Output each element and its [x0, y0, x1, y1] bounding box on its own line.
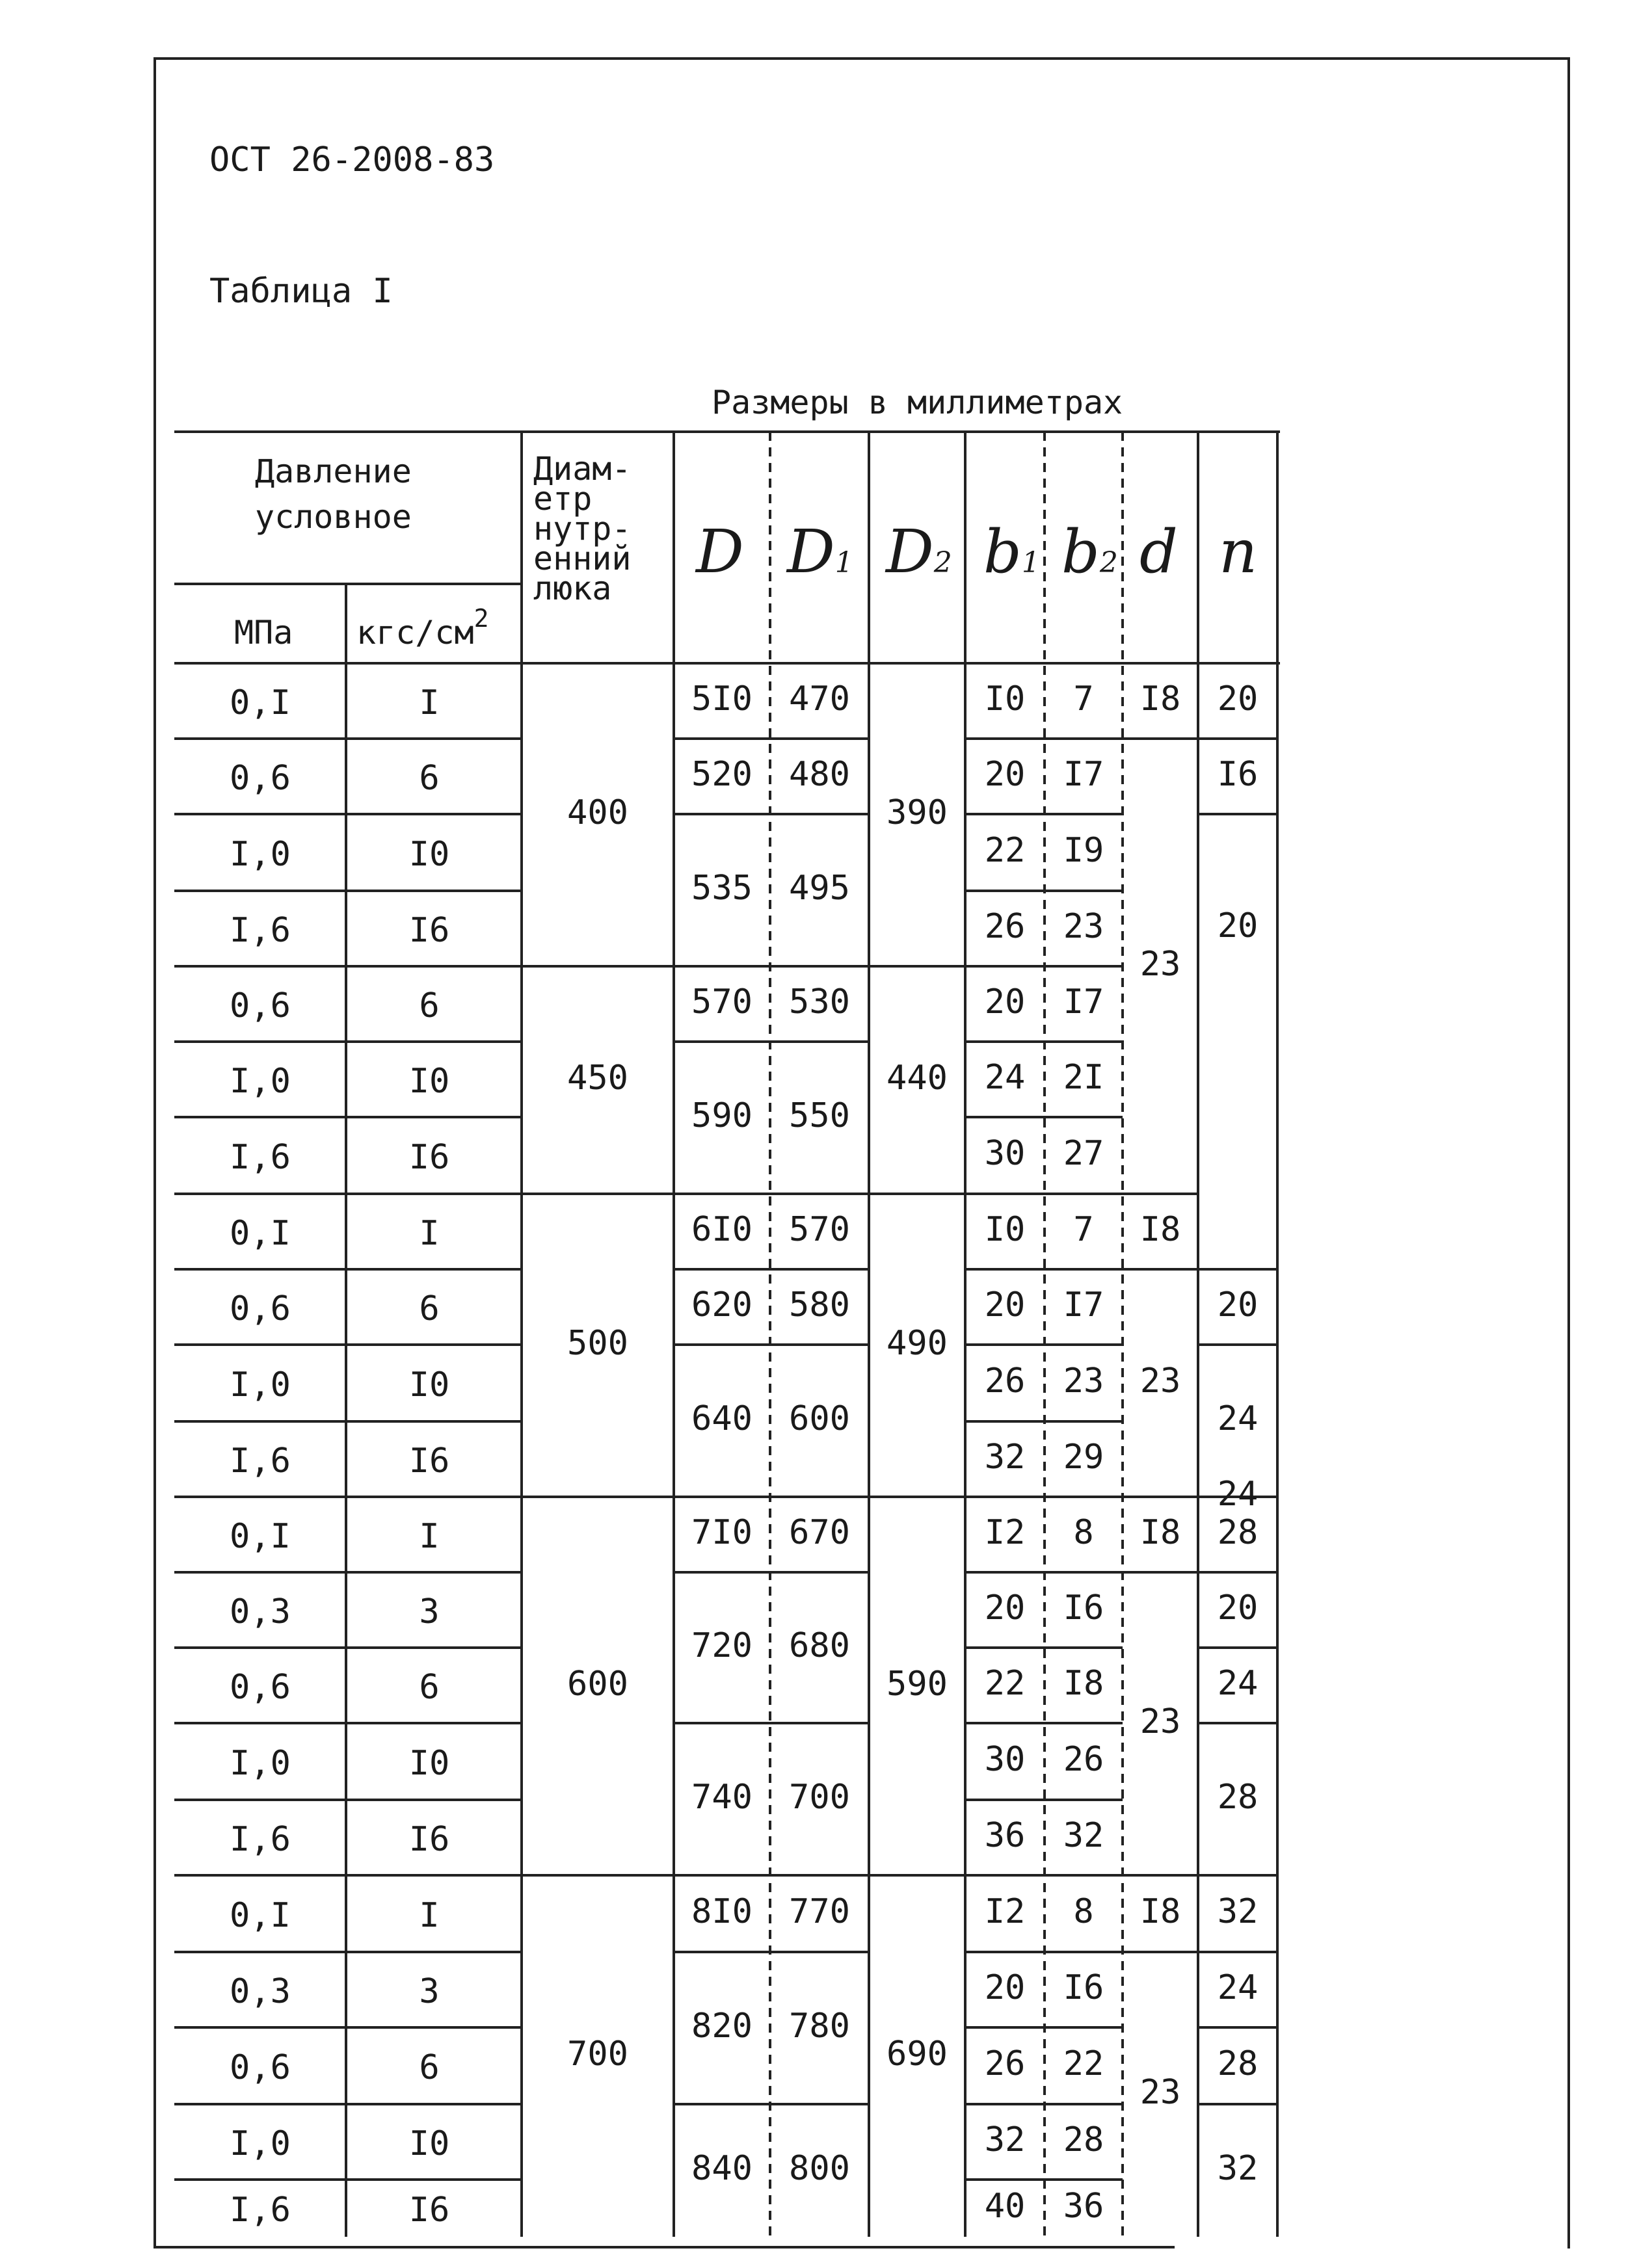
b1-cell: 26	[984, 907, 1026, 946]
b1-cell: 20	[984, 1286, 1026, 1325]
D2-cell: 490	[886, 1324, 948, 1363]
pressure-mpa-cell: 0,I	[230, 1517, 291, 1556]
D-cell: 740	[691, 1778, 753, 1817]
b2-cell: 2I	[1063, 1058, 1104, 1097]
header-pressure-line2: условное	[255, 498, 412, 536]
pressure-mpa-cell: 0,6	[230, 1668, 291, 1707]
b1-cell: I2	[984, 1513, 1026, 1552]
header-D1	[786, 517, 853, 587]
pressure-kgf-cell: I0	[408, 1365, 450, 1404]
D1-cell: 680	[789, 1626, 850, 1665]
pressure-mpa-cell: 0,I	[230, 1896, 291, 1935]
diameter-cell: 700	[567, 2035, 628, 2074]
header-b2	[1061, 517, 1118, 587]
b1-cell: I2	[984, 1892, 1026, 1931]
d-cell: 23	[1140, 1362, 1181, 1401]
pressure-kgf-cell: 6	[419, 1289, 440, 1328]
b2-cell: I7	[1063, 755, 1104, 794]
pressure-mpa-cell: 0,3	[230, 1972, 291, 2011]
pressure-mpa-cell: I,6	[230, 911, 291, 950]
n-cell: 28	[1217, 1778, 1259, 1817]
b2-cell: 29	[1063, 1438, 1104, 1477]
b2-cell: 22	[1063, 2044, 1104, 2083]
D1-cell: 580	[789, 1286, 850, 1325]
pressure-mpa-cell: 0,I	[230, 683, 291, 722]
pressure-kgf-cell: 3	[419, 1592, 440, 1631]
header-D2-sub: 2	[933, 546, 952, 579]
b2-cell: 26	[1063, 1740, 1104, 1779]
d-cell: 23	[1140, 1702, 1181, 1741]
n-cell: 24	[1217, 1664, 1259, 1703]
pressure-kgf-cell: I0	[408, 835, 450, 874]
header-diameter-line3: нутр-	[533, 510, 632, 547]
header-diameter-line2: етр	[533, 480, 593, 518]
b1-cell: 20	[984, 1968, 1026, 2007]
n-cell: 20	[1217, 679, 1259, 719]
D-cell: 8I0	[691, 1892, 753, 1931]
b1-cell: 30	[984, 1740, 1026, 1779]
pressure-kgf-cell: I	[419, 683, 440, 722]
pressure-kgf-cell: I	[419, 1517, 440, 1556]
b2-cell: I9	[1063, 831, 1104, 870]
D1-cell: 495	[789, 869, 850, 908]
header-D2	[885, 517, 952, 587]
header-mpa: МПа	[234, 614, 293, 652]
b1-cell: 20	[984, 1589, 1026, 1628]
b2-cell: 27	[1063, 1134, 1104, 1173]
header-diameter-line5: люка	[533, 570, 612, 607]
pressure-mpa-cell: I,0	[230, 835, 291, 874]
n-cell: 24	[1217, 1968, 1259, 2007]
pressure-kgf-cell: I6	[408, 1442, 450, 1481]
b1-cell: I0	[984, 679, 1026, 719]
pressure-kgf-cell: 6	[419, 759, 440, 798]
n-cell: 20	[1217, 906, 1259, 945]
n-cell: 24	[1217, 1399, 1259, 1438]
d-cell: I8	[1140, 1210, 1181, 1249]
b2-cell: I7	[1063, 982, 1104, 1022]
pressure-mpa-cell: 0,6	[230, 986, 291, 1025]
b2-cell: 36	[1063, 2187, 1104, 2226]
D2-cell: 590	[886, 1665, 948, 1704]
D1-cell: 780	[789, 2007, 850, 2046]
header-D2-main: D	[886, 517, 934, 587]
d-cell: I8	[1140, 1513, 1181, 1552]
pressure-kgf-cell: I6	[408, 1820, 450, 1859]
b1-cell: 26	[984, 1362, 1026, 1401]
n-cell: 24	[1217, 1475, 1259, 1514]
D1-cell: 770	[789, 1892, 850, 1931]
D1-cell: 470	[789, 679, 850, 719]
b1-cell: 26	[984, 2044, 1026, 2083]
D1-cell: 600	[789, 1399, 850, 1438]
D-cell: 570	[691, 982, 753, 1022]
table-caption: Таблица I	[209, 272, 393, 311]
pressure-mpa-cell: I,6	[230, 2191, 291, 2230]
pressure-kgf-cell: I0	[408, 1062, 450, 1101]
n-cell: 28	[1217, 1513, 1259, 1552]
document-code: ОСТ 26-2008-83	[209, 140, 495, 179]
b2-cell: 23	[1063, 907, 1104, 946]
D2-cell: 390	[886, 793, 948, 832]
d-cell: 23	[1140, 945, 1181, 984]
b2-cell: 23	[1063, 1362, 1104, 1401]
pressure-kgf-cell: I	[419, 1214, 440, 1253]
header-b1-main: b	[983, 517, 1022, 587]
D1-cell: 550	[789, 1096, 850, 1135]
pressure-mpa-cell: I,6	[230, 1138, 291, 1177]
diameter-cell: 500	[567, 1324, 628, 1363]
header-b2-main: b	[1061, 517, 1100, 587]
pressure-kgf-cell: I0	[408, 1744, 450, 1783]
header-n: n	[1219, 517, 1258, 587]
D-cell: 640	[691, 1399, 753, 1438]
d-cell: I8	[1140, 1892, 1181, 1931]
b2-cell: I6	[1063, 1968, 1104, 2007]
D2-cell: 440	[886, 1059, 948, 1098]
pressure-kgf-cell: I6	[408, 1138, 450, 1177]
D1-cell: 670	[789, 1513, 850, 1552]
n-cell: 32	[1217, 1892, 1259, 1931]
D-cell: 535	[691, 869, 753, 908]
header-D1-main: D	[787, 517, 835, 587]
D1-cell: 700	[789, 1778, 850, 1817]
pressure-kgf-cell: 6	[419, 986, 440, 1025]
b1-cell: 36	[984, 1816, 1026, 1855]
diameter-cell: 450	[567, 1059, 628, 1098]
D2-cell: 690	[886, 2035, 948, 2074]
D1-cell: 570	[789, 1210, 850, 1249]
b1-cell: 22	[984, 1664, 1026, 1703]
pressure-mpa-cell: I,0	[230, 1062, 291, 1101]
D-cell: 590	[691, 1096, 753, 1135]
pressure-kgf-cell: I	[419, 1896, 440, 1935]
diameter-cell: 600	[567, 1665, 628, 1704]
pressure-mpa-cell: 0,6	[230, 1289, 291, 1328]
D-cell: 5I0	[691, 679, 753, 719]
units-note: Размеры в миллиметрах	[712, 384, 1123, 421]
n-cell: 32	[1217, 2149, 1259, 2188]
D-cell: 840	[691, 2149, 753, 2188]
D-cell: 720	[691, 1626, 753, 1665]
header-d: d	[1140, 517, 1178, 587]
b2-cell: 7	[1073, 1210, 1094, 1249]
pressure-kgf-cell: 3	[419, 1972, 440, 2011]
pressure-kgf-cell: I0	[408, 2124, 450, 2163]
n-cell: 20	[1217, 1589, 1259, 1628]
header-b2-sub: 2	[1099, 546, 1118, 579]
table-header	[234, 450, 1257, 652]
D-cell: 820	[691, 2007, 753, 2046]
pressure-mpa-cell: 0,I	[230, 1214, 291, 1253]
pressure-kgf-cell: I6	[408, 2191, 450, 2230]
D1-cell: 800	[789, 2149, 850, 2188]
b2-cell: 32	[1063, 1816, 1104, 1855]
b2-cell: I6	[1063, 1589, 1104, 1628]
header-diameter-line1: Диам-	[533, 450, 632, 488]
b2-cell: 28	[1063, 2120, 1104, 2159]
header-D: D	[696, 517, 744, 587]
pressure-kgf-cell: 6	[419, 1668, 440, 1707]
n-cell: I6	[1217, 755, 1259, 794]
header-pressure-line1: Давление	[255, 453, 412, 490]
b2-cell: I8	[1063, 1664, 1104, 1703]
header-kgf-unit	[356, 604, 489, 652]
b2-cell: 7	[1073, 679, 1094, 719]
b1-cell: 40	[984, 2187, 1026, 2226]
D1-cell: 480	[789, 755, 850, 794]
b1-cell: 22	[984, 831, 1026, 870]
pressure-mpa-cell: 0,3	[230, 1592, 291, 1631]
pressure-mpa-cell: I,0	[230, 1365, 291, 1404]
pressure-mpa-cell: 0,6	[230, 2048, 291, 2087]
b1-cell: I0	[984, 1210, 1026, 1249]
D-cell: 6I0	[691, 1210, 753, 1249]
D-cell: 520	[691, 755, 753, 794]
n-cell: 20	[1217, 1286, 1259, 1325]
n-cell: 28	[1217, 2044, 1259, 2083]
pressure-kgf-cell: 6	[419, 2048, 440, 2087]
pressure-mpa-cell: I,0	[230, 1744, 291, 1783]
header-b1	[983, 517, 1040, 587]
b1-cell: 32	[984, 1438, 1026, 1477]
b2-cell: I7	[1063, 1286, 1104, 1325]
pressure-mpa-cell: I,6	[230, 1820, 291, 1859]
header-D1-sub: 1	[834, 546, 853, 579]
b1-cell: 20	[984, 755, 1026, 794]
pressure-mpa-cell: 0,6	[230, 759, 291, 798]
b2-cell: 8	[1073, 1513, 1094, 1552]
header-diameter-line4: енний	[533, 540, 632, 577]
b1-cell: 30	[984, 1134, 1026, 1173]
b2-cell: 8	[1073, 1892, 1094, 1931]
b1-cell: 32	[984, 2120, 1026, 2159]
D-cell: 7I0	[691, 1513, 753, 1552]
d-cell: 23	[1140, 2073, 1181, 2112]
pressure-mpa-cell: I,0	[230, 2124, 291, 2163]
b1-cell: 24	[984, 1058, 1026, 1097]
d-cell: I8	[1140, 679, 1181, 719]
header-b1-sub: 1	[1021, 546, 1040, 579]
b1-cell: 20	[984, 982, 1026, 1022]
diameter-cell: 400	[567, 793, 628, 832]
header-kgf-unit-exp: 2	[473, 604, 489, 633]
pressure-mpa-cell: I,6	[230, 1442, 291, 1481]
header-kgf-unit-text: кгс/см	[356, 614, 474, 652]
D-cell: 620	[691, 1286, 753, 1325]
table-body-cells	[230, 679, 1258, 2230]
D1-cell: 530	[789, 982, 850, 1022]
pressure-kgf-cell: I6	[408, 911, 450, 950]
